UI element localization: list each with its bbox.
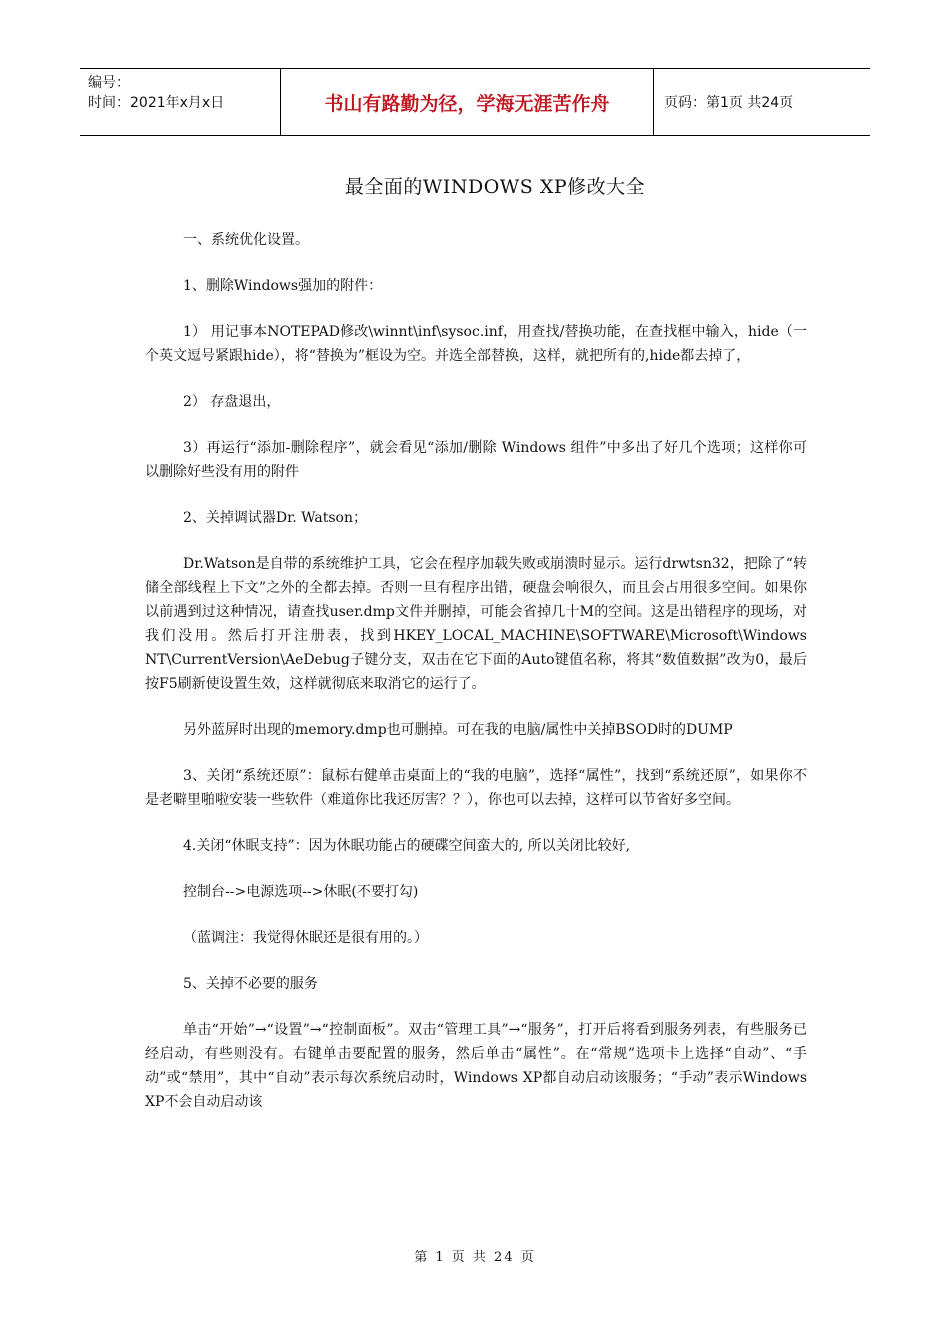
document-body: [145, 228, 807, 1136]
paragraph: 3、关闭“系统还原”：鼠标右健单击桌面上的“我的电脑”，选择“属性”，找到“系统还原”，如果你不是老噼里啪啦安装一些软件（难道你比我还厉害？？），你也可以去掉，这样可以节省好多空间。: [145, 768, 807, 808]
paragraph: 1） 用记事本NOTEPAD修改\winnt\inf\sysoc.inf，用查找/替换功能，在查找框中输入，hide（一个英文逗号紧跟hide），将“替换为”框设为空。并选全部替换，这样，就把所有的,hide都去掉了，: [145, 324, 807, 364]
document-number-label: 编号：: [88, 75, 130, 91]
header-page-info: 页码：第1页 共24页: [664, 95, 794, 111]
paragraph: 2、关掉调试器Dr. Watson；: [183, 510, 367, 526]
page-header: [80, 68, 870, 136]
paragraph: 另外蓝屏时出现的memory.dmp也可删掉。可在我的电脑/属性中关掉BSOD时的DUMP: [183, 722, 733, 738]
paragraph: Dr.Watson是自带的系统维护工具，它会在程序加载失败或崩溃时显示。运行drwtsn32，把除了“转储全部线程上下文”之外的全都去掉。否则一旦有程序出错，硬盘会响很久，而且会占用很多空间。如果你以前遇到过这种情况，请查找user.dmp文件并删掉，可能会省掉几十M的空间。这是出错程序的现场，对我们没用。然后打开注册表，找到HKEY_LOCAL_MACHINE\SOFTWARE\Microsoft\Windows NT\CurrentVersion\AeDebug子键分支，双击在它下面的Auto键值名称，将其“数值数据”改为0，最后按F5刷新使设置生效，这样就彻底来取消它的运行了。: [145, 556, 807, 692]
header-motto: 书山有路勤为径，学海无涯苦作舟: [280, 69, 654, 135]
document-date: 时间：2021年x月x日: [88, 95, 225, 111]
page-footer: 第 1 页 共 24 页: [414, 1250, 536, 1265]
document-title: 最全面的WINDOWS XP修改大全: [344, 176, 646, 198]
header-meta: [80, 69, 280, 135]
paragraph: （蓝调注：我觉得休眠还是很有用的。）: [183, 930, 428, 946]
paragraph: 2） 存盘退出，: [183, 394, 281, 410]
paragraph: 4.关闭“休眠支持”：因为休眠功能占的硬碟空间蛮大的, 所以关闭比较好,: [183, 838, 631, 854]
paragraph: 1、删除Windows强加的附件：: [183, 278, 383, 294]
paragraph: 单击“开始”→“设置”→“控制面板”。双击“管理工具”→“服务”，打开后将看到服务列表，有些服务已经启动，有些则没有。右键单击要配置的服务，然后单击“属性”。在“常规”选项卡上选择“自动”、“手动”或“禁用”，其中“自动”表示每次系统启动时，Windows XP都自动启动该服务；“手动”表示Windows XP不会自动启动该: [145, 1022, 807, 1110]
paragraph: 3）再运行“添加-删除程序”，就会看见“添加/删除 Windows 组件”中多出了好几个选项；这样你可以删除好些没有用的附件: [145, 440, 807, 480]
paragraph: 一、系统优化设置。: [183, 232, 309, 248]
paragraph: 控制台-->电源选项-->休眠(不要打勾): [183, 884, 419, 900]
paragraph: 5、关掉不必要的服务: [183, 976, 318, 992]
